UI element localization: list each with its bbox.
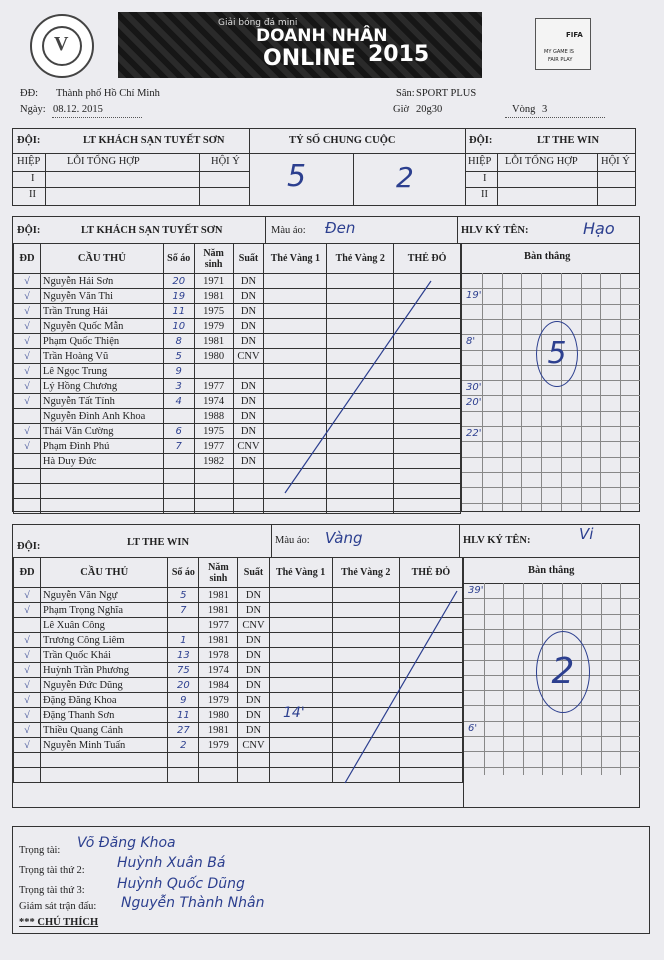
shirt-number xyxy=(163,484,194,499)
player-type: DN xyxy=(238,723,269,738)
venue-value: Thành phố Hồ Chí Minh xyxy=(56,88,160,99)
birth-year xyxy=(194,469,233,484)
shirt-number: 3 xyxy=(163,379,194,394)
shirt-number: 27 xyxy=(168,723,199,738)
goal-minute: 30' xyxy=(466,382,482,394)
birth-year xyxy=(199,753,238,768)
player-name: Nguyễn Đình Anh Khoa xyxy=(40,409,163,424)
goal-grid-column xyxy=(541,273,542,511)
player-type: DN xyxy=(238,633,269,648)
home-col-yellow2: Thẻ Vàng 2 xyxy=(327,244,394,274)
home-goals-grid xyxy=(462,273,640,511)
player-type: CNV xyxy=(233,349,264,364)
check-mark xyxy=(14,499,41,514)
yellow-card-1-cell xyxy=(269,618,332,633)
player-type: DN xyxy=(233,394,264,409)
birth-year: 1974 xyxy=(199,663,238,678)
player-type: DN xyxy=(233,379,264,394)
summary-box xyxy=(12,128,636,206)
shirt-number: 9 xyxy=(168,693,199,708)
player-name: Hà Duy Đức xyxy=(40,454,163,469)
check-mark xyxy=(14,454,41,469)
player-name: Lê Ngọc Trung xyxy=(40,364,163,379)
shirt-number xyxy=(163,409,194,424)
birth-year: 1981 xyxy=(199,588,238,603)
home-col-type: Suất xyxy=(233,244,264,274)
check-mark xyxy=(14,753,41,768)
yellow-card-1-cell xyxy=(269,678,332,693)
goal-grid-column xyxy=(503,583,504,775)
birth-year: 1981 xyxy=(199,633,238,648)
goal-minute: 20' xyxy=(466,397,482,409)
player-name: Nguyễn Hải Sơn xyxy=(40,274,163,289)
away-col-birth: Năm sinh xyxy=(199,558,238,588)
player-type xyxy=(238,768,269,783)
shirt-number xyxy=(163,469,194,484)
away-team-name: LT THE WIN xyxy=(127,537,190,548)
player-type: DN xyxy=(233,334,264,349)
supervisor-value: Nguyễn Thành Nhân xyxy=(121,895,265,911)
player-name: Phạm Trọng Nghĩa xyxy=(41,603,168,618)
birth-year: 1981 xyxy=(199,723,238,738)
player-type: DN xyxy=(238,588,269,603)
shirt-number: 20 xyxy=(163,274,194,289)
shirt-number: 5 xyxy=(163,349,194,364)
officials-box xyxy=(12,826,650,934)
goal-grid-row xyxy=(464,629,640,630)
check-mark: √ xyxy=(14,379,41,394)
birth-year: 1980 xyxy=(194,349,233,364)
fifa-logo-line2: MY GAME IS xyxy=(544,49,574,55)
goal-grid-column xyxy=(600,273,601,511)
goal-minute: 8' xyxy=(466,336,476,348)
shirt-number xyxy=(163,454,194,469)
away-cards-strike-line xyxy=(333,587,463,787)
player-name: Phạm Quốc Thiện xyxy=(40,334,163,349)
goal-grid-row xyxy=(462,426,640,427)
birth-year: 1978 xyxy=(199,648,238,663)
birth-year xyxy=(194,364,233,379)
player-name: Trần Trung Hải xyxy=(40,304,163,319)
venue-label: ĐĐ: xyxy=(20,88,39,99)
goal-grid-column xyxy=(482,273,483,511)
shirt-number: 4 xyxy=(163,394,194,409)
goal-grid-row xyxy=(462,487,640,488)
goal-grid-column xyxy=(561,273,562,511)
away-goals-total: 2 xyxy=(551,651,575,692)
away-team-label: ĐỘI: xyxy=(17,541,41,552)
goal-grid-column xyxy=(521,273,522,511)
shirt-number xyxy=(168,753,199,768)
birth-year: 1975 xyxy=(194,304,233,319)
check-mark: √ xyxy=(14,394,41,409)
goal-grid-row xyxy=(464,736,640,737)
shirt-number xyxy=(168,618,199,633)
home-col-yellow1: Thẻ Vàng 1 xyxy=(264,244,327,274)
player-name: Nguyễn Văn Thi xyxy=(40,289,163,304)
player-type: DN xyxy=(238,678,269,693)
yellow-card-2-cell xyxy=(327,499,394,514)
goal-grid-row xyxy=(462,319,640,320)
shirt-number: 7 xyxy=(168,603,199,618)
shirt-number: 5 xyxy=(168,588,199,603)
home-team-label: ĐỘI: xyxy=(17,225,41,236)
away-col-shirt-no: Số áo xyxy=(168,558,199,588)
check-mark xyxy=(14,768,41,783)
banner-year: 2015 xyxy=(368,42,430,67)
away-coach-signature: Vi xyxy=(579,525,594,543)
yellow-card-1-cell xyxy=(269,588,332,603)
check-mark: √ xyxy=(14,274,41,289)
supervisor-label: Giám sát trận đấu: xyxy=(19,901,97,912)
goal-grid-row xyxy=(462,457,640,458)
player-type: DN xyxy=(233,454,264,469)
player-name: Thiều Quang Cảnh xyxy=(41,723,168,738)
yellow-card-1-cell xyxy=(264,499,327,514)
field-value: SPORT PLUS xyxy=(416,88,477,99)
home-team-name: LT KHÁCH SẠN TUYẾT SƠN xyxy=(81,225,223,236)
check-mark: √ xyxy=(14,319,41,334)
away-col-dd: ĐD xyxy=(14,558,41,588)
player-type: DN xyxy=(238,603,269,618)
check-mark xyxy=(14,469,41,484)
home-col-dd: ĐD xyxy=(14,244,41,274)
birth-year xyxy=(194,484,233,499)
player-type: CNV xyxy=(238,618,269,633)
goal-grid-row xyxy=(464,598,640,599)
goal-grid-row xyxy=(464,751,640,752)
player-name xyxy=(40,469,163,484)
summary-away-col-half: HIỆP xyxy=(468,156,492,167)
home-col-birth: Năm sinh xyxy=(194,244,233,274)
check-mark: √ xyxy=(14,738,41,753)
away-col-yellow2: Thẻ Vàng 2 xyxy=(332,558,399,588)
goal-grid-row xyxy=(462,288,640,289)
banner-line2: DOANH NHÂN xyxy=(256,26,388,46)
birth-year: 1971 xyxy=(194,274,233,289)
player-row xyxy=(14,499,461,514)
player-name: Nguyễn Minh Tuấn xyxy=(41,738,168,753)
player-name xyxy=(40,484,163,499)
birth-year: 1979 xyxy=(199,738,238,753)
goal-grid-row xyxy=(464,614,640,615)
shirt-number: 19 xyxy=(163,289,194,304)
check-mark: √ xyxy=(14,708,41,723)
goal-grid-column xyxy=(581,273,582,511)
organizer-logo: V xyxy=(30,14,94,78)
birth-year: 1982 xyxy=(194,454,233,469)
birth-year xyxy=(199,768,238,783)
referee2-value: Huỳnh Xuân Bá xyxy=(117,855,226,871)
home-shirt-label: Màu áo: xyxy=(271,225,306,236)
birth-year xyxy=(194,499,233,514)
player-name: Lê Xuân Công xyxy=(41,618,168,633)
away-final-score: 2 xyxy=(396,161,414,194)
fifa-fairplay-logo xyxy=(535,18,591,70)
home-cards-strike-line xyxy=(269,277,459,497)
birth-year: 1984 xyxy=(199,678,238,693)
away-col-goals: Bàn thắng xyxy=(528,565,575,576)
player-name: Thái Văn Cường xyxy=(40,424,163,439)
team-section-home xyxy=(12,216,640,512)
player-name xyxy=(40,499,163,514)
check-mark: √ xyxy=(14,424,41,439)
player-type: DN xyxy=(233,289,264,304)
away-col-yellow1: Thẻ Vàng 1 xyxy=(269,558,332,588)
goal-minute: 22' xyxy=(466,428,482,439)
home-col-goals: Bàn thắng xyxy=(524,251,571,262)
shirt-number: 11 xyxy=(168,708,199,723)
round-value: 3 xyxy=(542,104,548,115)
summary-away-col-timeout: HỘI Ý xyxy=(601,156,630,167)
player-name xyxy=(41,768,168,783)
summary-home-col-timeout: HỘI Ý xyxy=(211,156,240,167)
goal-grid-row xyxy=(462,503,640,504)
goal-grid-row xyxy=(464,767,640,768)
goal-grid-row xyxy=(462,304,640,305)
check-mark: √ xyxy=(14,648,41,663)
goal-grid-row xyxy=(462,395,640,396)
goal-minute: 39' xyxy=(468,585,484,596)
goal-minute: 6' xyxy=(468,722,478,734)
shirt-number xyxy=(163,499,194,514)
check-mark xyxy=(14,409,41,424)
player-name: Trương Công Liêm xyxy=(41,633,168,648)
summary-home-half-2: II xyxy=(29,189,36,200)
summary-away-team-label: ĐỘI: xyxy=(469,135,493,146)
player-type: CNV xyxy=(238,738,269,753)
birth-year: 1977 xyxy=(194,439,233,454)
referee2-label: Trọng tài thứ 2: xyxy=(19,865,85,876)
player-name: Đặng Đăng Khoa xyxy=(41,693,168,708)
player-type xyxy=(233,364,264,379)
yellow-card-1-cell xyxy=(269,633,332,648)
yellow-card-1-cell xyxy=(269,753,332,768)
away-goals-circle xyxy=(536,631,590,713)
player-name: Phạm Đình Phú xyxy=(40,439,163,454)
home-goals-total: 5 xyxy=(547,336,567,371)
shirt-number: 1 xyxy=(168,633,199,648)
player-type: DN xyxy=(238,663,269,678)
player-type: DN xyxy=(233,409,264,424)
red-card-cell xyxy=(394,499,461,514)
player-type: DN xyxy=(233,424,264,439)
check-mark: √ xyxy=(14,364,41,379)
birth-year: 1980 xyxy=(199,708,238,723)
check-mark xyxy=(14,484,41,499)
birth-year: 1977 xyxy=(194,379,233,394)
notes-label: *** CHÚ THÍCH xyxy=(19,917,99,928)
player-type xyxy=(233,499,264,514)
birth-year: 1975 xyxy=(194,424,233,439)
check-mark: √ xyxy=(14,304,41,319)
summary-away-half-2: II xyxy=(481,189,488,200)
summary-home-team-name: LT KHÁCH SẠN TUYẾT SƠN xyxy=(83,135,225,146)
birth-year: 1979 xyxy=(199,693,238,708)
check-mark: √ xyxy=(14,678,41,693)
date-label: Ngày: xyxy=(20,104,46,115)
home-col-player: CẦU THỦ xyxy=(40,244,163,274)
shirt-number: 75 xyxy=(168,663,199,678)
away-col-type: Suất xyxy=(238,558,269,588)
home-coach-label: HLV KÝ TÊN: xyxy=(461,225,529,236)
referee-label: Trọng tài: xyxy=(19,845,61,856)
home-coach-signature: Hạo xyxy=(583,219,615,238)
summary-away-col-fouls: LỖI TỔNG HỢP xyxy=(505,156,578,167)
check-mark: √ xyxy=(14,349,41,364)
birth-year: 1988 xyxy=(194,409,233,424)
yellow-card-1-cell xyxy=(269,663,332,678)
goal-grid-column xyxy=(601,583,602,775)
goal-grid-column xyxy=(620,273,621,511)
shirt-number: 10 xyxy=(163,319,194,334)
time-value: 20g30 xyxy=(416,104,443,115)
home-shirt-value: Đen xyxy=(325,219,356,237)
player-name: Lý Hồng Chương xyxy=(40,379,163,394)
birth-year: 1974 xyxy=(194,394,233,409)
summary-away-team-name: LT THE WIN xyxy=(537,135,600,146)
away-coach-label: HLV KÝ TÊN: xyxy=(463,535,531,546)
referee3-label: Trọng tài thứ 3: xyxy=(19,885,85,896)
goal-grid-column xyxy=(620,583,621,775)
birth-year: 1981 xyxy=(194,334,233,349)
summary-home-col-fouls: LỖI TỔNG HỢP xyxy=(67,156,140,167)
check-mark: √ xyxy=(14,334,41,349)
shirt-number: 7 xyxy=(163,439,194,454)
time-label: Giờ xyxy=(393,104,410,115)
check-mark: √ xyxy=(14,603,41,618)
player-type: DN xyxy=(233,274,264,289)
shirt-number: 9 xyxy=(163,364,194,379)
date-value: 08.12. 2015 xyxy=(53,104,103,115)
player-name: Nguyễn Tất Tính xyxy=(40,394,163,409)
fifa-logo-line3: FAIR PLAY xyxy=(548,57,573,63)
away-col-player: CẦU THỦ xyxy=(41,558,168,588)
team-section-away xyxy=(12,524,640,808)
goal-grid-row xyxy=(464,721,640,722)
banner-line1: Giải bóng đá mini xyxy=(218,18,298,28)
player-type xyxy=(233,484,264,499)
shirt-number: 6 xyxy=(163,424,194,439)
player-name: Đặng Thanh Sơn xyxy=(41,708,168,723)
away-shirt-value: Vàng xyxy=(325,529,363,547)
player-type: DN xyxy=(238,648,269,663)
goal-grid-column xyxy=(523,583,524,775)
shirt-number: 11 xyxy=(163,304,194,319)
player-name: Trần Quốc Khải xyxy=(41,648,168,663)
shirt-number: 13 xyxy=(168,648,199,663)
final-score-label: TỶ SỐ CHUNG CUỘC xyxy=(289,135,396,146)
check-mark xyxy=(14,618,41,633)
player-name: Nguyễn Văn Ngự xyxy=(41,588,168,603)
summary-home-team-label: ĐỘI: xyxy=(17,135,41,146)
banner-line3: ONLINE xyxy=(263,46,356,71)
shirt-number: 2 xyxy=(168,738,199,753)
check-mark: √ xyxy=(14,693,41,708)
birth-year: 1981 xyxy=(194,289,233,304)
home-goals-circle xyxy=(536,321,578,387)
birth-year: 1981 xyxy=(199,603,238,618)
shirt-number: 20 xyxy=(168,678,199,693)
summary-home-half-1: I xyxy=(31,173,35,184)
field-label: Sân: xyxy=(396,88,415,99)
player-type: DN xyxy=(238,708,269,723)
yellow-card-1-cell xyxy=(269,648,332,663)
player-type: DN xyxy=(233,304,264,319)
referee3-value: Huỳnh Quốc Dũng xyxy=(117,876,245,892)
fifa-logo-line1: FIFA xyxy=(566,31,583,39)
home-col-shirt-no: Số áo xyxy=(163,244,194,274)
goal-grid-row xyxy=(462,411,640,412)
check-mark: √ xyxy=(14,633,41,648)
yellow-card-1-cell xyxy=(269,603,332,618)
player-type: DN xyxy=(238,693,269,708)
yellow-card-1-cell xyxy=(269,768,332,783)
shirt-number: 8 xyxy=(163,334,194,349)
summary-away-half-1: I xyxy=(483,173,487,184)
check-mark: √ xyxy=(14,439,41,454)
away-yellow-card-note: 14' xyxy=(283,705,305,721)
player-type xyxy=(238,753,269,768)
goal-grid-column xyxy=(484,583,485,775)
player-type: DN xyxy=(233,319,264,334)
away-col-red: THẺ ĐỎ xyxy=(399,558,462,588)
player-type xyxy=(233,469,264,484)
player-name: Nguyễn Quốc Mẫn xyxy=(40,319,163,334)
tournament-banner xyxy=(118,12,482,78)
goal-grid-row xyxy=(462,441,640,442)
check-mark: √ xyxy=(14,588,41,603)
referee-value: Võ Đăng Khoa xyxy=(77,835,176,851)
check-mark: √ xyxy=(14,289,41,304)
home-col-red: THẺ ĐỎ xyxy=(394,244,461,274)
goal-grid-column xyxy=(502,273,503,511)
check-mark: √ xyxy=(14,663,41,678)
birth-year: 1979 xyxy=(194,319,233,334)
player-name: Trần Hoàng Vũ xyxy=(40,349,163,364)
away-shirt-label: Màu áo: xyxy=(275,535,310,546)
home-final-score: 5 xyxy=(287,159,307,194)
player-name: Nguyễn Đức Dũng xyxy=(41,678,168,693)
round-label: Vòng xyxy=(512,104,536,115)
check-mark: √ xyxy=(14,723,41,738)
birth-year: 1977 xyxy=(199,618,238,633)
shirt-number xyxy=(168,768,199,783)
player-type: CNV xyxy=(233,439,264,454)
summary-home-col-half: HIỆP xyxy=(17,156,41,167)
yellow-card-1-cell xyxy=(269,723,332,738)
player-name: Huỳnh Trần Phương xyxy=(41,663,168,678)
goal-grid-row xyxy=(462,472,640,473)
yellow-card-1-cell xyxy=(269,738,332,753)
player-name xyxy=(41,753,168,768)
goal-minute: 19' xyxy=(466,290,482,302)
